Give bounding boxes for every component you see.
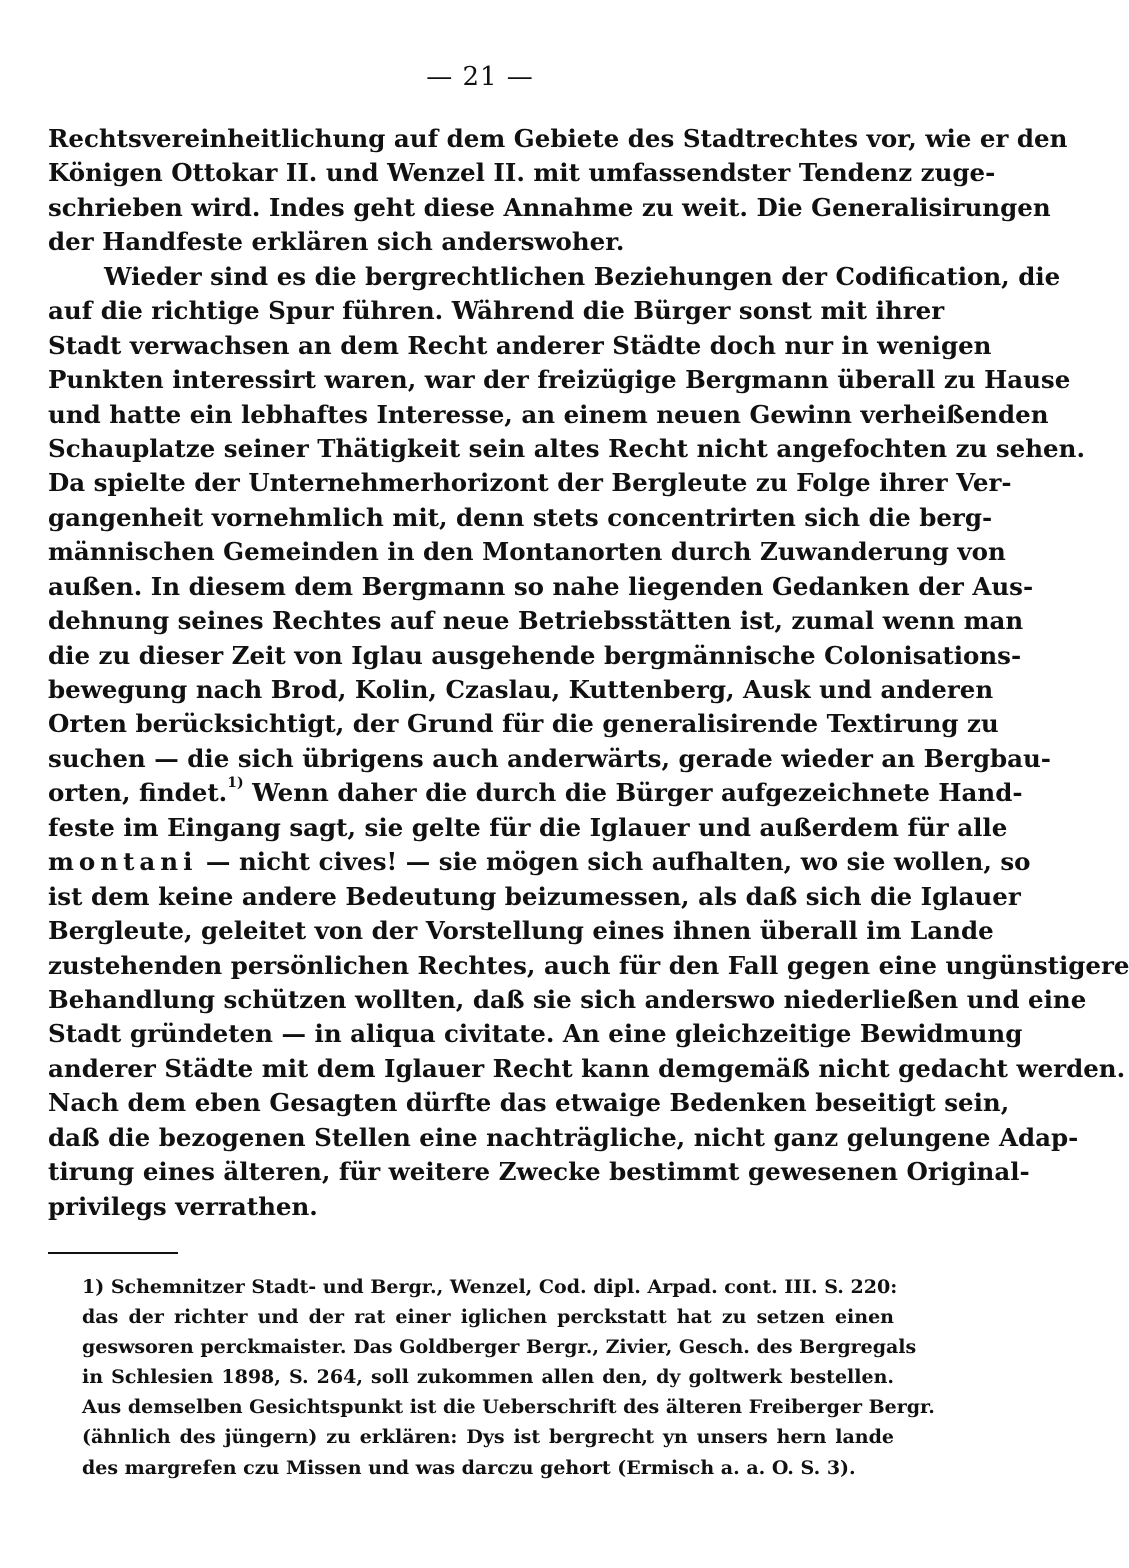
body-line: außen. In diesem dem Bergmann so nahe liegenden Gedanken der Aus- (48, 571, 1034, 601)
body-line: Orten berücksichtigt, der Grund für die generalisirende Textirung zu (48, 709, 999, 739)
body-line-rest: — nicht cives! — sie mögen sich aufhalten, wo sie wollen, so (205, 847, 1031, 877)
body-line: privilegs verrathen. (48, 1191, 318, 1221)
footnote-line: Aus demselben Gesichtspunkt ist die Ueberschrift des älteren Freiberger Bergr. (82, 1396, 935, 1419)
body-line: Behandlung schützen wollten, daß sie sich anderswo niederließen und eine (48, 984, 1087, 1014)
footnote-line: (ähnlich des jüngern) zu erklären: Dys ist bergrecht yn unsers hern lande (82, 1426, 894, 1449)
body-line: der Handfeste erklären sich anderswoher. (48, 227, 625, 257)
body-line: Nach dem eben Gesagten dürfte das etwaige Bedenken beseitigt sein, (48, 1088, 1010, 1118)
body-line-with-spaced-word (48, 845, 1031, 879)
body-line: Stadt gründeten — in aliqua civitate. An eine gleichzeitige Bewidmung (48, 1019, 1023, 1049)
body-line: tirung eines älteren, für weitere Zwecke bestimmt gewesenen Original- (48, 1157, 1030, 1187)
body-line: ist dem keine andere Bedeutung beizumessen, als daß sich die Iglauer (48, 881, 1021, 911)
body-line: männischen Gemeinden in den Montanorten durch Zuwanderung von (48, 537, 1006, 567)
footnote (82, 1272, 935, 1483)
body-line: Stadt verwachsen an dem Recht anderer Städte doch nur in wenigen (48, 330, 992, 360)
footnote-line: in Schlesien 1898, S. 264, soll zukommen allen den, dy goltwerk bestellen. (82, 1366, 894, 1389)
body-line: Da spielte der Unternehmerhorizont der Bergleute zu Folge ihrer Ver- (48, 468, 1012, 498)
body-line: Königen Ottokar II. und Wenzel II. mit umfassendster Tendenz zuge- (48, 158, 996, 188)
body-line: die zu dieser Zeit von Iglau ausgehende bergmännische Colonisations- (48, 640, 1022, 670)
footnote-separator (48, 1252, 178, 1254)
page-number: — 21 — (426, 62, 534, 92)
footnote-reference: 1) (227, 775, 244, 792)
body-line-rest: Wenn daher die durch die Bürger aufgezeichnete Hand- (252, 778, 1023, 808)
footnote-line: 1) Schemnitzer Stadt- und Bergr., Wenzel, Cod. dipl. Arpad. cont. III. S. 220: (82, 1276, 898, 1298)
body-line-with-footnote-ref (48, 775, 1023, 810)
body-line: Wieder sind es die bergrechtlichen Beziehungen der Codification, die (104, 261, 1061, 291)
body-line: daß die bezogenen Stellen eine nachträgliche, nicht ganz gelungene Adap- (48, 1122, 1079, 1152)
body-line: und hatte ein lebhaftes Interesse, an einem neuen Gewinn verheißenden (48, 399, 1049, 429)
body-line: Bergleute, geleitet von der Vorstellung eines ihnen überall im Lande (48, 916, 994, 946)
body-line: gangenheit vornehmlich mit, denn stets concentrirten sich die berg- (48, 502, 993, 532)
body-line: schrieben wird. Indes geht diese Annahme zu weit. Die Generalisirungen (48, 192, 1051, 222)
body-line: suchen — die sich übrigens auch anderwärts, gerade wieder an Bergbau- (48, 743, 1051, 773)
body-line: feste im Eingang sagt, sie gelte für die Iglauer und außerdem für alle (48, 812, 1008, 842)
body-line: Schauplatze seiner Thätigkeit sein altes Recht nicht angefochten zu sehen. (48, 433, 1085, 463)
body-line: zustehenden persönlichen Rechtes, auch für den Fall gegen eine ungünstigere (48, 950, 1129, 980)
footnote-line: das der richter und der rat einer iglichen perckstatt hat zu setzen einen (82, 1306, 894, 1329)
spaced-word: montani (48, 847, 198, 877)
body-line: auf die richtige Spur führen. Während die Bürger sonst mit ihrer (48, 296, 945, 326)
body-line: Punkten interessirt waren, war der freizügige Bergmann überall zu Hause (48, 365, 1071, 395)
body-line-start: orten, findet. (48, 778, 228, 808)
body-line: bewegung nach Brod, Kolin, Czaslau, Kuttenberg, Ausk und anderen (48, 675, 994, 704)
body-line: anderer Städte mit dem Iglauer Recht kann demgemäß nicht gedacht werden. (48, 1053, 1126, 1083)
footnote-line: geswsoren perckmaister. Das Goldberger Bergr., Zivier, Gesch. des Bergregals (82, 1336, 917, 1359)
body-text (48, 122, 1129, 1224)
footnote-line: des margrefen czu Missen und was darczu gehort (Ermisch a. a. O. S. 3). (82, 1456, 856, 1479)
body-line: dehnung seines Rechtes auf neue Betriebsstätten ist, zumal wenn man (48, 606, 1024, 636)
body-line: Rechtsvereinheitlichung auf dem Gebiete des Stadtrechtes vor, wie er den (48, 124, 1068, 153)
